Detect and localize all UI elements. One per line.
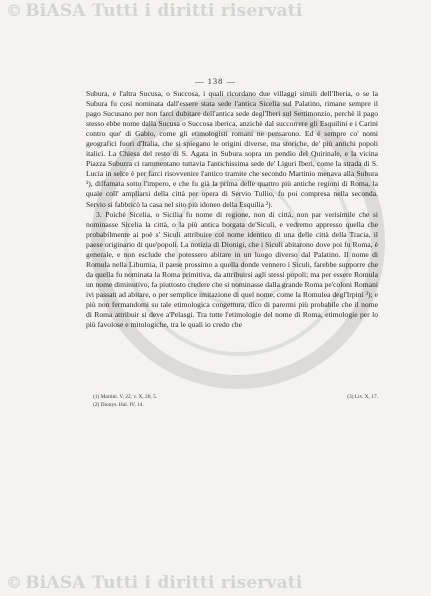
main-text bbox=[86, 89, 378, 330]
copyright-icon: © bbox=[6, 573, 23, 592]
footnotes bbox=[93, 393, 378, 409]
footnote-3: (3) Liv. X, 17. bbox=[347, 394, 378, 400]
footnote-1: (1) Martini. V, 22, v. X, 20, 5. bbox=[93, 394, 158, 400]
watermark-top bbox=[6, 1, 303, 21]
watermark-bottom-text: BiASA Tutti i diritti riservati bbox=[25, 573, 303, 593]
paragraph-2: 3. Poichè Sicelia, o Sicilia fu nome di regione, non di città, non par verisimile che si nominasse Sicelia la città, o la più antica borgata de'Siculi, e vedremo appresso quella che probabilmente ai poè s' Siculi attribuire col nome identico di una delle città della Tracia, il paese originario di que'popoli. La notizia di Dionigi, che i Siculi abitarono dove poi fu Roma, è generale, e non esclude che potessero abitare in un luogo diverso dal Palatino. Il nome di Romula nella Liburnia, il paese prossimo a quella donde vennero i Siculi, farebbe supporre che da quella fu nominata la Roma primitiva, da attribuirsi agli stessi popoli; ma per essere Romula un nome diminutivo, fa piuttosto credere che si nominasse dalla grande Roma pe'coloni Romani ivi passati ad abitare, o per semplice imitazione di quel nome, come la Romulea degl'Irpini ³); e più non fermandomi su tale etimologica congettura, dico di parermi più probabile che il nome di Roma attribuir si deve a'Pelasgi. Tra tutte l'etimologie del nome di Roma, etimologie per lo più favolose e mitologiche, tra le quali io credo che bbox=[86, 209, 378, 330]
watermark-top-text: BiASA Tutti i diritti riservati bbox=[25, 1, 303, 21]
copyright-icon: © bbox=[6, 1, 23, 20]
paragraph-1: Subura, e l'altra Sucusa, o Succosa, i quali ricordano due villaggi simili dell'Iberia, o se la Subura fu così nominata dall'essere stata sede l'antica Sicelia sul Palatino, rimane sempre il pago Sucusano per non farci dubitare dell'antica sede degl'Iberi sul Settimonzio, perchè il pago stesso ebbe nome dalla Sucusa o Succosa iberica, anzichè dal succorrere gli Esquilini e i Carini contro que' di Gabio, come gli etimologisti romani ne pensarono. Ed è sempre co' nomi geografici fuori d'Italia, che si spiegano le origini diverse, ma storiche, de' più antichi popoli italici. La Chiesa del resto di S. Agata in Subura sopra un pendio del Quirinale, e la vicina Piazza Suburra ci rammentano tuttavia l'antichissima sede de' Liguri Iberi, come la strada di S. Lucia in selce è per farci risovvenire l'antico tramite che secondo Martinio menava alla Subura ¹), diffamata sotto l'impero, e che fu già la prima delle quattro più antiche regioni di Roma, la quale coll' ampliarsi della città per opera di Servio Tullio, fu poi compresa nella seconda. Servio si fabbricò la casa nel sito più idoneo della Esquilia ²). bbox=[86, 89, 378, 209]
footnote-2: (2) Dionys. Hal. IV, 14. bbox=[93, 402, 144, 408]
page-number: — 138 — bbox=[195, 76, 236, 86]
watermark-bottom bbox=[6, 573, 303, 593]
